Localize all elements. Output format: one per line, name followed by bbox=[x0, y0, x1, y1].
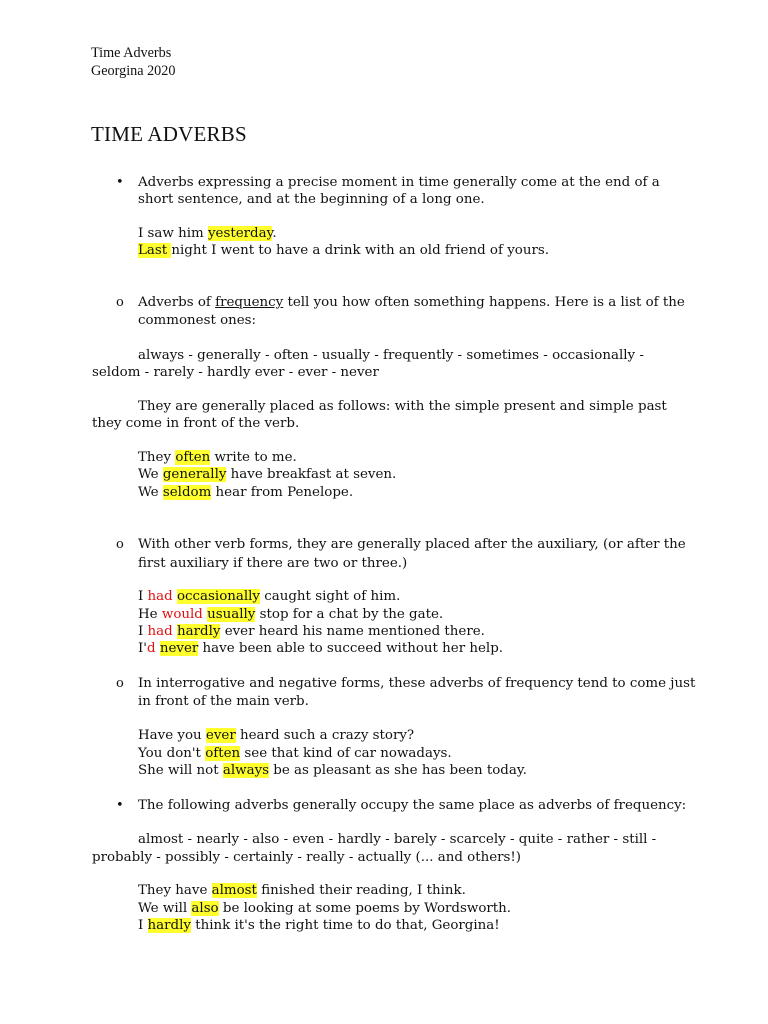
section1-text-line: Adverbs expressing a precise moment in time generally come at the end of a bbox=[138, 175, 660, 190]
sentence-part: stop for a chat by the gate. bbox=[255, 607, 444, 622]
sentence-part: tell you how often something happens. Here is a list of the bbox=[283, 295, 685, 310]
example-sentence bbox=[138, 762, 527, 779]
highlighted-adverb: usually bbox=[207, 607, 256, 622]
underlined-term: frequency bbox=[215, 295, 284, 310]
example-sentence bbox=[138, 242, 549, 259]
highlighted-adverb: also bbox=[191, 901, 219, 916]
circle-bullet: o bbox=[116, 295, 124, 310]
highlighted-adverb: hardly bbox=[177, 624, 221, 639]
highlighted-adverb: ever bbox=[205, 728, 236, 743]
sentence-part: finished their reading, I think. bbox=[256, 883, 466, 898]
header-author-year: Georgina 2020 bbox=[91, 63, 176, 79]
highlighted-adverb: always bbox=[222, 763, 270, 778]
sentence-part: caught sight of him. bbox=[260, 589, 401, 604]
sentence-part: They have bbox=[138, 883, 212, 898]
sentence-part: He bbox=[138, 607, 162, 622]
auxiliary-verb: would bbox=[161, 607, 203, 622]
section2-text-line: commonest ones: bbox=[138, 313, 257, 328]
adverb-list-line: almost - nearly - also - even - hardly - barely - scarcely - quite - rather - still - bbox=[138, 832, 657, 847]
example-sentence bbox=[138, 466, 396, 483]
section4-text-line: In interrogative and negative forms, these adverbs of frequency tend to come just bbox=[138, 676, 696, 691]
highlighted-adverb: often bbox=[175, 450, 211, 465]
highlighted-adverb: Last bbox=[138, 243, 172, 258]
highlighted-adverb: hardly bbox=[147, 918, 191, 933]
adverb-list-line: probably - possibly - certainly - really - actually (... and others!) bbox=[92, 850, 522, 865]
sentence-part: She will not bbox=[138, 763, 223, 778]
placement-text-line: they come in front of the verb. bbox=[92, 416, 300, 431]
section2-text-line bbox=[138, 294, 685, 311]
sentence-part: heard such a crazy story? bbox=[235, 728, 415, 743]
sentence-part: We bbox=[138, 485, 163, 500]
sentence-part: have been able to succeed without her help. bbox=[198, 641, 504, 656]
auxiliary-verb: had bbox=[147, 589, 173, 604]
highlighted-adverb: occasionally bbox=[177, 589, 260, 604]
highlighted-adverb: seldom bbox=[162, 485, 212, 500]
example-sentence bbox=[138, 882, 466, 899]
example-sentence bbox=[138, 484, 353, 501]
sentence-part: You don't bbox=[138, 746, 206, 761]
disc-bullet: • bbox=[116, 175, 124, 190]
sentence-part: think it's the right time to do that, Georgina! bbox=[190, 918, 500, 933]
sentence-part: be as pleasant as she has been today. bbox=[269, 763, 527, 778]
page-title: TIME ADVERBS bbox=[91, 122, 247, 146]
example-sentence bbox=[138, 225, 277, 242]
example-sentence bbox=[138, 449, 297, 466]
section3-text-line: With other verb forms, they are generally placed after the auxiliary, (or after the bbox=[138, 537, 686, 552]
sentence-part: I' bbox=[138, 641, 147, 656]
example-sentence bbox=[138, 917, 500, 934]
sentence-part: be looking at some poems by Wordsworth. bbox=[218, 901, 512, 916]
sentence-part: see that kind of car nowadays. bbox=[240, 746, 452, 761]
highlighted-adverb: yesterday bbox=[207, 226, 273, 241]
sentence-part: Have you bbox=[138, 728, 206, 743]
example-sentence bbox=[138, 900, 511, 917]
highlighted-adverb: often bbox=[205, 746, 241, 761]
placement-text-line: They are generally placed as follows: with the simple present and simple past bbox=[138, 399, 667, 414]
sentence-part: ever heard his name mentioned there. bbox=[220, 624, 485, 639]
circle-bullet: o bbox=[116, 537, 124, 552]
auxiliary-verb: d bbox=[146, 641, 156, 656]
sentence-part: I bbox=[138, 918, 148, 933]
disc-bullet: • bbox=[116, 798, 124, 813]
sentence-part: I bbox=[138, 589, 148, 604]
sentence-part: I saw him bbox=[138, 226, 208, 241]
sentence-part: We bbox=[138, 467, 163, 482]
adverb-list-line: always - generally - often - usually - frequently - sometimes - occasionally - bbox=[138, 348, 644, 363]
sentence-part: hear from Penelope. bbox=[211, 485, 354, 500]
example-sentence bbox=[138, 588, 400, 605]
sentence-part: write to me. bbox=[210, 450, 297, 465]
example-sentence bbox=[138, 727, 414, 744]
header-doc-title: Time Adverbs bbox=[91, 45, 172, 61]
highlighted-adverb: generally bbox=[162, 467, 227, 482]
highlighted-adverb: almost bbox=[211, 883, 257, 898]
sentence-part: I bbox=[138, 624, 148, 639]
section5-text-line: The following adverbs generally occupy the same place as adverbs of frequency: bbox=[138, 798, 687, 813]
highlighted-adverb: never bbox=[159, 641, 199, 656]
sentence-part: have breakfast at seven. bbox=[226, 467, 397, 482]
section1-text-line: short sentence, and at the beginning of a long one. bbox=[138, 192, 485, 207]
auxiliary-verb: had bbox=[147, 624, 173, 639]
circle-bullet: o bbox=[116, 676, 124, 691]
example-sentence bbox=[138, 745, 452, 762]
sentence-part: We will bbox=[138, 901, 192, 916]
section4-text-line: in front of the main verb. bbox=[138, 694, 309, 709]
sentence-part: night I went to have a drink with an old friend of yours. bbox=[171, 243, 549, 258]
sentence-part: They bbox=[138, 450, 176, 465]
example-sentence bbox=[138, 623, 485, 640]
adverb-list-line: seldom - rarely - hardly ever - ever - never bbox=[92, 365, 379, 380]
sentence-part: . bbox=[272, 226, 277, 241]
sentence-part: Adverbs of bbox=[138, 295, 216, 310]
example-sentence bbox=[138, 640, 503, 657]
section3-text-line: first auxiliary if there are two or three.) bbox=[138, 556, 408, 571]
example-sentence bbox=[138, 606, 443, 623]
